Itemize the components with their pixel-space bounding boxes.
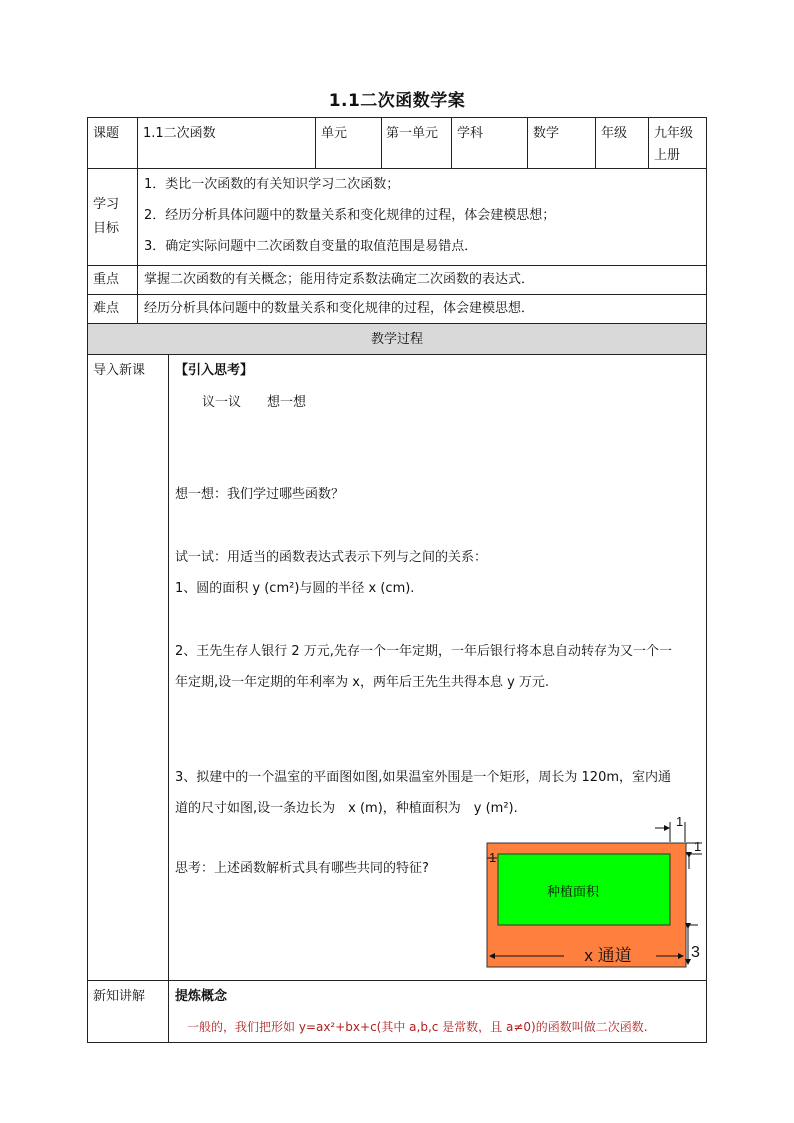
difficulty-label: 难点 [93,301,120,316]
subject-label: 学科 [457,126,484,141]
lesson-table [87,117,707,1043]
goals-label: 学习 [93,197,120,212]
question-3-line-2: 道的尺寸如图,设一条边长为 x (m)，种植面积为 y (m²). [175,801,518,816]
unit-value: 第一单元 [386,126,439,141]
planting-area-label: 种植面积 [546,884,600,899]
new-knowledge-heading: 提炼概念 [175,989,228,1004]
question-2-line-2: 年定期,设一年定期的年利率为 x，两年后王先生共得本息 y 万元. [175,675,550,690]
dim-right: 1 [694,839,702,854]
new-knowledge-label: 新知讲解 [93,989,146,1004]
question-3-line-1: 3、拟建中的一个温室的平面图如图,如果温室外围是一个矩形，周长为 120m，室内通 [175,770,672,785]
topic-value: 1.1二次函数 [143,126,216,141]
process-header: 教学过程 [370,332,423,347]
intro-heading: 【引入思考】 [175,363,254,378]
dim-bottom: 3 [691,944,700,961]
quadratic-definition: 一般的，我们把形如 y=ax²+bx+c(其中 a,b,c 是常数，且 a≠0)的函数叫做二次函数. [187,1020,648,1034]
dim-top: 1 [676,814,684,829]
greenhouse-diagram [486,814,706,968]
unit-label: 单元 [321,126,348,141]
dim-left: 1 [489,850,497,865]
channel-label: x 通道 [584,946,632,965]
question-2-line-1: 2、王先生存人银行 2 万元,先存一个一年定期，一年后银行将本息自动转存为又一个一 [175,644,672,659]
try-prompt: 试一试：用适当的函数表达式表示下列与之间的关系： [175,550,488,565]
grade-volume: 上册 [654,148,681,163]
goal-item: 1．类比一次函数的有关知识学习二次函数； [144,177,400,192]
key-label: 重点 [93,272,120,287]
subject-value: 数学 [533,126,560,141]
goal-item: 2．经历分析具体问题中的数量关系和变化规律的过程，体会建模思想； [144,208,556,223]
topic-label: 课题 [93,126,120,141]
reflect-prompt: 思考：上述函数解析式具有哪些共同的特征? [175,861,429,876]
think-prompt: 想一想：我们学过哪些函数？ [175,487,345,502]
intro-subheading: 议一议 想一想 [202,395,307,410]
key-text: 掌握二次函数的有关概念；能用待定系数法确定二次函数的表达式． [144,272,535,287]
question-1: 1、圆的面积 y (cm²)与圆的半径 x (cm). [175,581,415,596]
grade-label: 年级 [601,126,628,141]
intro-label: 导入新课 [93,363,146,378]
goal-item: 3．确定实际问题中二次函数自变量的取值范围是易错点． [144,239,478,254]
grade-value: 九年级 [654,126,694,141]
difficulty-text: 经历分析具体问题中的数量关系和变化规律的过程，体会建模思想． [144,301,535,316]
page-title: 1.1二次函数学案 [328,91,466,111]
goals-label-2: 目标 [93,221,120,236]
